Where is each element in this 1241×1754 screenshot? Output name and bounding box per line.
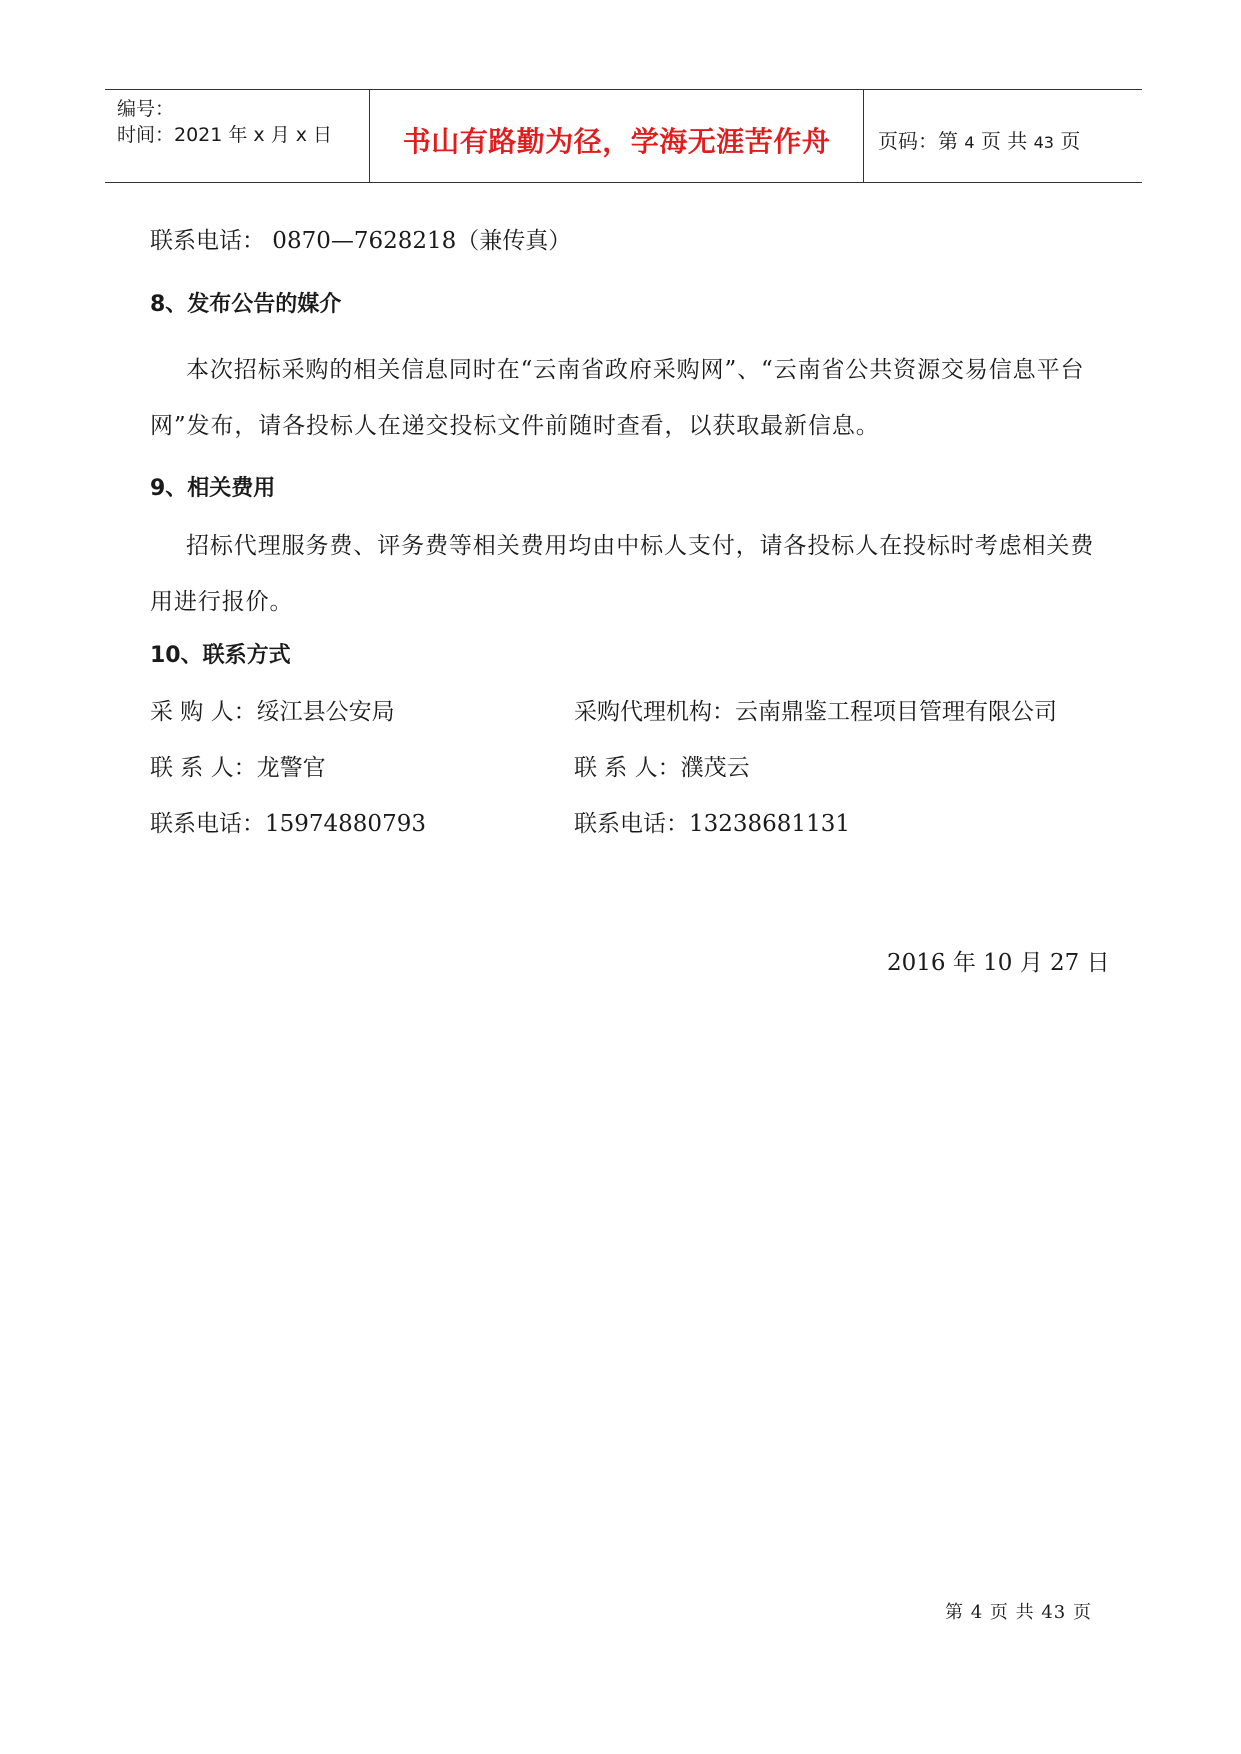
- document-header: [105, 89, 1142, 183]
- fax-line: 联系电话： 0870—7628218（兼传真）: [150, 228, 572, 254]
- section-8-paragraph: 本次招标采购的相关信息同时在“云南省政府采购网”、“云南省公共资源交易信息平台网”发布，请各投标人在递交投标文件前随时查看，以获取最新信息。: [150, 357, 1085, 439]
- page-label-suffix: 页: [1053, 129, 1081, 153]
- agency-contact-line: 联 系 人：濮茂云: [574, 755, 750, 781]
- purchaser-contact-line: 联 系 人：龙警官: [150, 755, 326, 781]
- page-total: 43: [1033, 133, 1054, 152]
- header-meta-cell: [105, 90, 370, 182]
- page-current: 4: [964, 133, 975, 152]
- document-date: 2016 年 10 月 27 日: [887, 950, 1110, 976]
- header-page-number: [878, 125, 1080, 154]
- page-label-prefix: 页码：第: [878, 129, 965, 153]
- agency-line: 采购代理机构：云南鼎鉴工程项目管理有限公司: [574, 699, 1057, 725]
- page-footer: 第 4 页 共 43 页: [945, 1602, 1092, 1623]
- purchaser-phone-line: 联系电话：15974880793: [150, 811, 426, 837]
- document-number-label: 编号：: [117, 98, 175, 120]
- section-9-paragraph: 招标代理服务费、评务费等相关费用均由中标人支付，请各投标人在投标时考虑相关费用进行报价。: [150, 533, 1095, 615]
- page-label-middle: 页 共: [974, 129, 1034, 153]
- document-time-label: 时间：2021 年 x 月 x 日: [117, 124, 333, 146]
- header-motto-cell: [370, 90, 864, 182]
- section-8-title: 8、发布公告的媒介: [150, 292, 342, 317]
- header-motto: 书山有路勤为径，学海无涯苦作舟: [402, 125, 831, 158]
- section-10-title: 10、联系方式: [150, 643, 291, 668]
- section-9-title: 9、相关费用: [150, 476, 276, 501]
- purchaser-line: 采 购 人：绥江县公安局: [150, 699, 395, 725]
- agency-phone-line: 联系电话：13238681131: [574, 811, 850, 837]
- header-page-cell: [864, 90, 1142, 182]
